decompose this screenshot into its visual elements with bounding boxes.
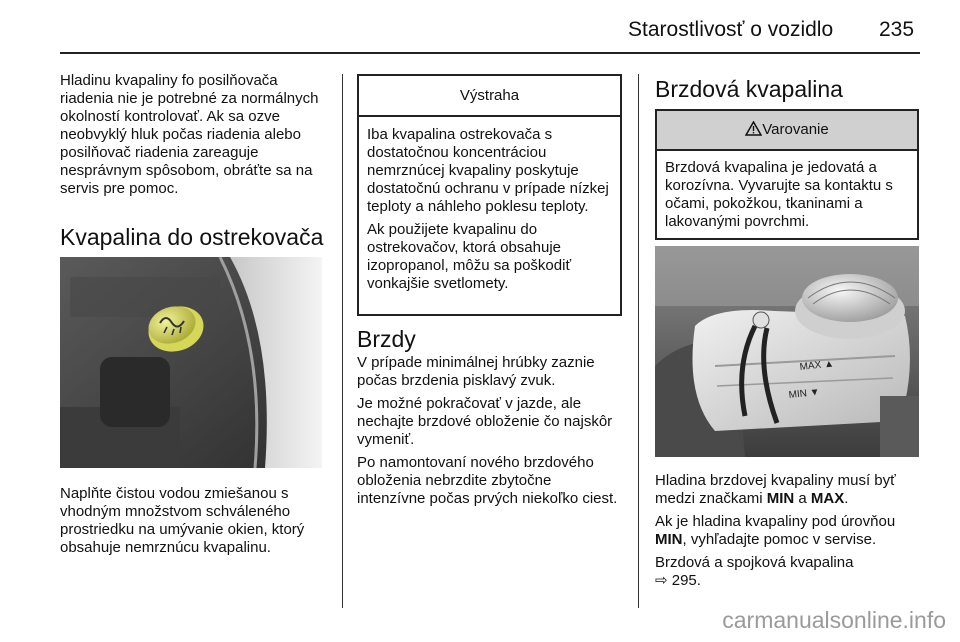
caution-box <box>357 74 622 316</box>
page-reference-link[interactable]: 295. <box>671 572 701 589</box>
section-heading-brake-fluid: Brzdová kvapalina <box>655 76 843 102</box>
power-steering-text: Hladinu kvapaliny fo posilňovača riadenia nie je potrebné za normálnych okolností kontrolovať. Ak sa ozve neobvyklý hluk počas riadenia alebo posilňovač riadenia zareaguje nesprávnym spôsobom, obráťte sa na servis pre pomoc. <box>60 72 319 197</box>
warning-title: Varovanie <box>762 121 829 138</box>
column-divider <box>638 74 639 608</box>
washer-fill-text: Naplňte čistou vodou zmiešanou s vhodným množstvom schváleného prostriedku na umývanie okien, ktorý obsahuje nemrznúcu kvapalinu. <box>60 485 305 556</box>
caution-paragraph: Ak použijete kvapalinu do ostrekovačov, ktorá obsahuje izopropanol, môžu sa poškodiť vonkajšie svetlomety. <box>367 221 572 292</box>
page-title: Starostlivosť o vozidlo <box>628 18 834 41</box>
low-level-text: Ak je hladina kvapaliny pod úrovňou <box>655 513 896 530</box>
page-number: 235 <box>879 18 915 41</box>
reference-paragraph <box>655 554 919 590</box>
max-mark-label: MAX ▲ <box>799 358 835 373</box>
caution-title: Výstraha <box>359 76 620 117</box>
min-mark-label: MIN ▼ <box>788 386 821 401</box>
low-min-mark-text: MIN <box>655 531 683 548</box>
brakes-paragraph: Je možné pokračovať v jazde, ale nechajte brzdové obloženie čo najskôr vymeniť. <box>357 395 613 448</box>
section-heading-brakes: Brzdy <box>357 326 416 352</box>
header-rule <box>60 52 920 54</box>
page-reference-arrow-icon: ⇨ <box>655 572 668 589</box>
warning-triangle-icon <box>745 121 762 136</box>
max-mark-text: MAX <box>810 490 845 507</box>
warning-text: Brzdová kvapalina je jedovatá a korozívna. Vyvarujte sa kontaktu s očami, pokožkou, tkaninami a lakovanými povrchmi. <box>665 159 893 230</box>
level-text: Hladina brzdovej kvapaliny musí byť medzi značkami <box>655 472 896 507</box>
level-end: . <box>844 490 849 507</box>
low-level-paragraph <box>655 513 919 549</box>
low-level-end-text: , vyhľadajte pomoc v servise. <box>682 531 877 548</box>
caution-paragraph: Iba kvapalina ostrekovača s dostatočnou koncentráciou nemrznúcej kvapaliny poskytuje dostatočnú ochranu v prípade nízkej teploty a náhleho poklesu teploty. <box>367 126 609 215</box>
and-word: a <box>798 490 807 507</box>
washer-fluid-photo <box>60 257 322 468</box>
reference-title: Brzdová a spojková kvapalina <box>655 554 854 571</box>
warning-box <box>655 109 919 240</box>
watermark: carmanualsonline.info <box>722 607 946 633</box>
brakes-paragraph: Po namontovaní nového brzdového obloženia nebrzdite zbytočne intenzívne počas prvých niekoľko ciest. <box>357 454 618 507</box>
caution-body <box>359 117 620 293</box>
level-paragraph <box>655 472 919 508</box>
brake-fluid-text <box>655 472 919 590</box>
warning-header <box>657 111 917 151</box>
brakes-text <box>357 354 619 508</box>
section-heading-washer-fluid: Kvapalina do ostrekovača <box>60 224 324 250</box>
column-divider <box>342 74 343 608</box>
min-mark-text: MIN <box>766 490 795 507</box>
brakes-paragraph: V prípade minimálnej hrúbky zaznie počas brzdenia pisklavý zvuk. <box>357 354 595 389</box>
brake-fluid-reservoir-photo <box>655 246 919 457</box>
